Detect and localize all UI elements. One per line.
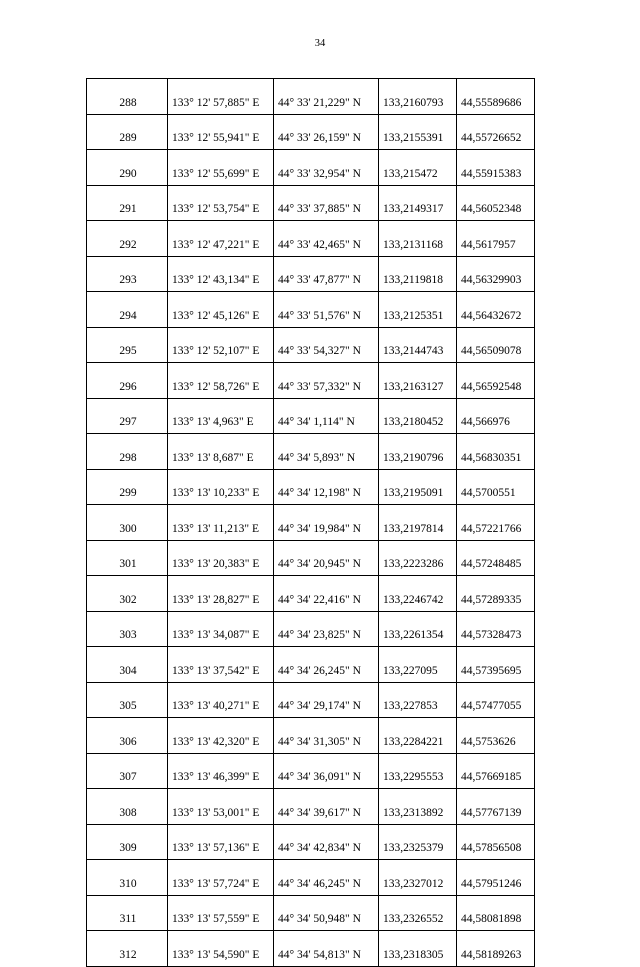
latitude-decimal-cell: 44,566976 xyxy=(457,398,535,434)
longitude-decimal-cell: 133,227095 xyxy=(379,647,457,683)
longitude-dms-cell: 133° 12' 55,941" E xyxy=(168,114,274,150)
latitude-dms-cell: 44° 34' 26,245" N xyxy=(274,647,379,683)
table-row xyxy=(87,931,535,967)
point-number-cell: 290 xyxy=(87,150,168,186)
latitude-dms-cell: 44° 34' 22,416" N xyxy=(274,576,379,612)
table-row xyxy=(87,469,535,505)
table-row xyxy=(87,256,535,292)
table-row xyxy=(87,682,535,718)
latitude-decimal-cell: 44,55589686 xyxy=(457,79,535,115)
longitude-decimal-cell: 133,2119818 xyxy=(379,256,457,292)
longitude-dms-cell: 133° 12' 52,107" E xyxy=(168,327,274,363)
longitude-dms-cell: 133° 13' 34,087" E xyxy=(168,611,274,647)
page-number: 34 xyxy=(314,38,326,49)
latitude-decimal-cell: 44,56830351 xyxy=(457,434,535,470)
table-row xyxy=(87,895,535,931)
latitude-dms-cell: 44° 34' 12,198" N xyxy=(274,469,379,505)
point-number-cell: 304 xyxy=(87,647,168,683)
latitude-decimal-cell: 44,57951246 xyxy=(457,860,535,896)
latitude-decimal-cell: 44,57248485 xyxy=(457,540,535,576)
longitude-dms-cell: 133° 13' 37,542" E xyxy=(168,647,274,683)
latitude-dms-cell: 44° 33' 42,465" N xyxy=(274,221,379,257)
latitude-dms-cell: 44° 33' 47,877" N xyxy=(274,256,379,292)
longitude-dms-cell: 133° 13' 53,001" E xyxy=(168,789,274,825)
latitude-dms-cell: 44° 34' 42,834" N xyxy=(274,824,379,860)
table-row xyxy=(87,576,535,612)
table-row xyxy=(87,505,535,541)
table-row xyxy=(87,540,535,576)
longitude-decimal-cell: 133,2284221 xyxy=(379,718,457,754)
latitude-dms-cell: 44° 34' 5,893" N xyxy=(274,434,379,470)
latitude-decimal-cell: 44,55726652 xyxy=(457,114,535,150)
point-number-cell: 307 xyxy=(87,753,168,789)
latitude-decimal-cell: 44,58189263 xyxy=(457,931,535,967)
longitude-decimal-cell: 133,2261354 xyxy=(379,611,457,647)
longitude-decimal-cell: 133,2313892 xyxy=(379,789,457,825)
point-number-cell: 292 xyxy=(87,221,168,257)
longitude-dms-cell: 133° 12' 57,885" E xyxy=(168,79,274,115)
latitude-dms-cell: 44° 34' 50,948" N xyxy=(274,895,379,931)
point-number-cell: 293 xyxy=(87,256,168,292)
longitude-decimal-cell: 133,2149317 xyxy=(379,185,457,221)
point-number-cell: 302 xyxy=(87,576,168,612)
table-row xyxy=(87,789,535,825)
longitude-decimal-cell: 133,2163127 xyxy=(379,363,457,399)
point-number-cell: 300 xyxy=(87,505,168,541)
latitude-dms-cell: 44° 34' 31,305" N xyxy=(274,718,379,754)
longitude-dms-cell: 133° 13' 57,136" E xyxy=(168,824,274,860)
latitude-dms-cell: 44° 33' 37,885" N xyxy=(274,185,379,221)
longitude-dms-cell: 133° 13' 28,827" E xyxy=(168,576,274,612)
longitude-decimal-cell: 133,227853 xyxy=(379,682,457,718)
longitude-decimal-cell: 133,2325379 xyxy=(379,824,457,860)
latitude-decimal-cell: 44,56592548 xyxy=(457,363,535,399)
latitude-decimal-cell: 44,57328473 xyxy=(457,611,535,647)
longitude-decimal-cell: 133,2246742 xyxy=(379,576,457,612)
latitude-dms-cell: 44° 33' 54,327" N xyxy=(274,327,379,363)
longitude-dms-cell: 133° 13' 57,559" E xyxy=(168,895,274,931)
latitude-dms-cell: 44° 34' 19,984" N xyxy=(274,505,379,541)
point-number-cell: 299 xyxy=(87,469,168,505)
longitude-decimal-cell: 133,2197814 xyxy=(379,505,457,541)
table-row xyxy=(87,824,535,860)
latitude-dms-cell: 44° 34' 39,617" N xyxy=(274,789,379,825)
longitude-dms-cell: 133° 13' 40,271" E xyxy=(168,682,274,718)
point-number-cell: 306 xyxy=(87,718,168,754)
point-number-cell: 308 xyxy=(87,789,168,825)
longitude-dms-cell: 133° 13' 46,399" E xyxy=(168,753,274,789)
point-number-cell: 301 xyxy=(87,540,168,576)
point-number-cell: 294 xyxy=(87,292,168,328)
point-number-cell: 297 xyxy=(87,398,168,434)
latitude-decimal-cell: 44,56329903 xyxy=(457,256,535,292)
coordinates-table-body xyxy=(87,79,535,967)
table-row xyxy=(87,860,535,896)
latitude-decimal-cell: 44,5617957 xyxy=(457,221,535,257)
latitude-dms-cell: 44° 33' 26,159" N xyxy=(274,114,379,150)
latitude-decimal-cell: 44,57477055 xyxy=(457,682,535,718)
latitude-dms-cell: 44° 33' 21,229" N xyxy=(274,79,379,115)
longitude-dms-cell: 133° 12' 43,134" E xyxy=(168,256,274,292)
longitude-decimal-cell: 133,2318305 xyxy=(379,931,457,967)
table-row xyxy=(87,753,535,789)
table-row xyxy=(87,363,535,399)
table-row xyxy=(87,327,535,363)
latitude-dms-cell: 44° 34' 20,945" N xyxy=(274,540,379,576)
longitude-decimal-cell: 133,2144743 xyxy=(379,327,457,363)
longitude-decimal-cell: 133,2326552 xyxy=(379,895,457,931)
longitude-decimal-cell: 133,215472 xyxy=(379,150,457,186)
table-row xyxy=(87,79,535,115)
longitude-dms-cell: 133° 13' 4,963" E xyxy=(168,398,274,434)
point-number-cell: 298 xyxy=(87,434,168,470)
coordinates-table xyxy=(86,78,535,967)
longitude-dms-cell: 133° 13' 10,233" E xyxy=(168,469,274,505)
table-row xyxy=(87,114,535,150)
latitude-decimal-cell: 44,55915383 xyxy=(457,150,535,186)
latitude-decimal-cell: 44,5700551 xyxy=(457,469,535,505)
latitude-dms-cell: 44° 34' 29,174" N xyxy=(274,682,379,718)
longitude-dms-cell: 133° 13' 57,724" E xyxy=(168,860,274,896)
longitude-dms-cell: 133° 12' 47,221" E xyxy=(168,221,274,257)
point-number-cell: 289 xyxy=(87,114,168,150)
table-row xyxy=(87,718,535,754)
longitude-dms-cell: 133° 13' 20,383" E xyxy=(168,540,274,576)
table-row xyxy=(87,150,535,186)
longitude-dms-cell: 133° 12' 55,699" E xyxy=(168,150,274,186)
longitude-decimal-cell: 133,2125351 xyxy=(379,292,457,328)
longitude-decimal-cell: 133,2180452 xyxy=(379,398,457,434)
longitude-dms-cell: 133° 12' 53,754" E xyxy=(168,185,274,221)
longitude-decimal-cell: 133,2295553 xyxy=(379,753,457,789)
point-number-cell: 309 xyxy=(87,824,168,860)
latitude-decimal-cell: 44,56509078 xyxy=(457,327,535,363)
point-number-cell: 310 xyxy=(87,860,168,896)
latitude-dms-cell: 44° 34' 36,091" N xyxy=(274,753,379,789)
latitude-decimal-cell: 44,56052348 xyxy=(457,185,535,221)
latitude-dms-cell: 44° 33' 57,332" N xyxy=(274,363,379,399)
point-number-cell: 291 xyxy=(87,185,168,221)
latitude-decimal-cell: 44,57395695 xyxy=(457,647,535,683)
table-row xyxy=(87,647,535,683)
latitude-dms-cell: 44° 33' 51,576" N xyxy=(274,292,379,328)
latitude-decimal-cell: 44,56432672 xyxy=(457,292,535,328)
latitude-decimal-cell: 44,57767139 xyxy=(457,789,535,825)
table-row xyxy=(87,221,535,257)
longitude-dms-cell: 133° 12' 45,126" E xyxy=(168,292,274,328)
latitude-dms-cell: 44° 34' 1,114" N xyxy=(274,398,379,434)
longitude-decimal-cell: 133,2223286 xyxy=(379,540,457,576)
longitude-decimal-cell: 133,2160793 xyxy=(379,79,457,115)
longitude-dms-cell: 133° 12' 58,726" E xyxy=(168,363,274,399)
longitude-dms-cell: 133° 13' 8,687" E xyxy=(168,434,274,470)
point-number-cell: 303 xyxy=(87,611,168,647)
point-number-cell: 295 xyxy=(87,327,168,363)
point-number-cell: 312 xyxy=(87,931,168,967)
latitude-dms-cell: 44° 34' 46,245" N xyxy=(274,860,379,896)
longitude-decimal-cell: 133,2327012 xyxy=(379,860,457,896)
table-row xyxy=(87,611,535,647)
latitude-decimal-cell: 44,58081898 xyxy=(457,895,535,931)
longitude-dms-cell: 133° 13' 11,213" E xyxy=(168,505,274,541)
longitude-dms-cell: 133° 13' 54,590" E xyxy=(168,931,274,967)
longitude-decimal-cell: 133,2195091 xyxy=(379,469,457,505)
longitude-decimal-cell: 133,2131168 xyxy=(379,221,457,257)
longitude-decimal-cell: 133,2155391 xyxy=(379,114,457,150)
latitude-decimal-cell: 44,5753626 xyxy=(457,718,535,754)
latitude-decimal-cell: 44,57856508 xyxy=(457,824,535,860)
table-row xyxy=(87,398,535,434)
table-row xyxy=(87,292,535,328)
latitude-decimal-cell: 44,57289335 xyxy=(457,576,535,612)
point-number-cell: 288 xyxy=(87,79,168,115)
latitude-dms-cell: 44° 33' 32,954" N xyxy=(274,150,379,186)
longitude-dms-cell: 133° 13' 42,320" E xyxy=(168,718,274,754)
table-row xyxy=(87,185,535,221)
table-row xyxy=(87,434,535,470)
point-number-cell: 305 xyxy=(87,682,168,718)
latitude-dms-cell: 44° 34' 54,813" N xyxy=(274,931,379,967)
point-number-cell: 296 xyxy=(87,363,168,399)
latitude-decimal-cell: 44,57669185 xyxy=(457,753,535,789)
point-number-cell: 311 xyxy=(87,895,168,931)
longitude-decimal-cell: 133,2190796 xyxy=(379,434,457,470)
latitude-decimal-cell: 44,57221766 xyxy=(457,505,535,541)
latitude-dms-cell: 44° 34' 23,825" N xyxy=(274,611,379,647)
